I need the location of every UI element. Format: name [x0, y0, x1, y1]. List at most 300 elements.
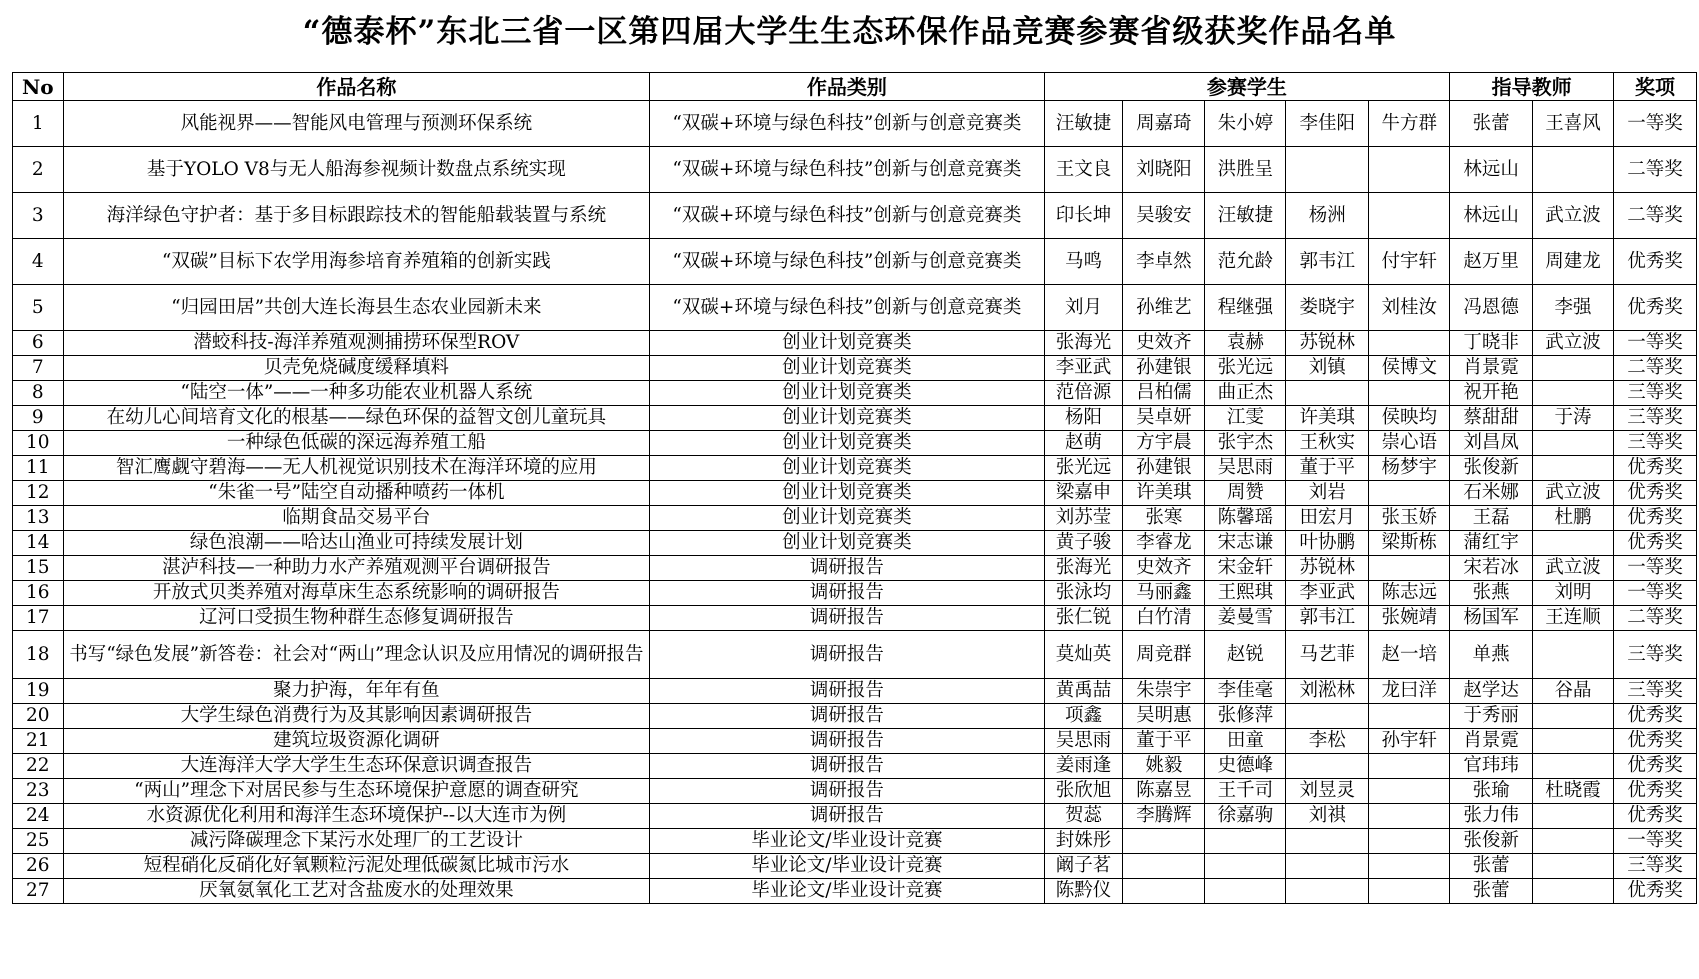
row-teacher: 武立波	[1533, 481, 1614, 506]
row-no: 4	[13, 239, 64, 285]
row-student: 田童	[1205, 729, 1286, 754]
row-category: 创业计划竞赛类	[650, 456, 1044, 481]
row-category: 创业计划竞赛类	[650, 481, 1044, 506]
row-no: 5	[13, 285, 64, 331]
row-student: 苏锐林	[1286, 556, 1369, 581]
row-category: 毕业论文/毕业设计竞赛	[650, 879, 1044, 904]
row-student: 吕柏儒	[1123, 381, 1205, 406]
row-student: 叶协鹏	[1286, 531, 1369, 556]
table-row	[13, 704, 1697, 729]
page-title: “德泰杯”东北三省一区第四届大学生生态环保作品竞赛参赛省级获奖作品名单	[302, 14, 1397, 50]
table-row	[13, 829, 1697, 854]
row-student: 王千司	[1205, 779, 1286, 804]
row-student: 杨阳	[1044, 406, 1123, 431]
row-student: 娄晓宇	[1286, 285, 1369, 331]
row-teacher: 杨国军	[1450, 606, 1533, 631]
row-teacher: 冯恩德	[1450, 285, 1533, 331]
row-name: 贝壳免烧碱度缓释填料	[63, 356, 650, 381]
row-student: 张玉娇	[1369, 506, 1450, 531]
row-student: 阚子茗	[1044, 854, 1123, 879]
row-student: 姚毅	[1123, 754, 1205, 779]
row-award: 一等奖	[1614, 101, 1697, 147]
row-category: 创业计划竞赛类	[650, 506, 1044, 531]
row-student: 张海光	[1044, 331, 1123, 356]
row-no: 12	[13, 481, 64, 506]
row-student: 周竞群	[1123, 631, 1205, 679]
row-student	[1286, 704, 1369, 729]
table-row	[13, 239, 1697, 285]
row-award: 优秀奖	[1614, 729, 1697, 754]
row-teacher: 王喜风	[1533, 101, 1614, 147]
row-student: 黄子骏	[1044, 531, 1123, 556]
row-award: 优秀奖	[1614, 239, 1697, 285]
row-student: 龙曰洋	[1369, 679, 1450, 704]
row-name: 开放式贝类养殖对海草床生态系统影响的调研报告	[63, 581, 650, 606]
row-no: 11	[13, 456, 64, 481]
row-teacher: 赵学达	[1450, 679, 1533, 704]
row-award: 优秀奖	[1614, 779, 1697, 804]
row-student: 董于平	[1286, 456, 1369, 481]
row-teacher: 肖景霓	[1450, 356, 1533, 381]
row-award: 优秀奖	[1614, 531, 1697, 556]
table-row	[13, 456, 1697, 481]
row-student: 陈志远	[1369, 581, 1450, 606]
row-teacher: 赵万里	[1450, 239, 1533, 285]
row-no: 26	[13, 854, 64, 879]
table-row	[13, 193, 1697, 239]
row-award: 三等奖	[1614, 381, 1697, 406]
table-row	[13, 556, 1697, 581]
row-student: 张寒	[1123, 506, 1205, 531]
row-no: 8	[13, 381, 64, 406]
table-row	[13, 101, 1697, 147]
row-teacher	[1533, 456, 1614, 481]
row-name: 大连海洋大学大学生生态环保意识调查报告	[63, 754, 650, 779]
row-no: 17	[13, 606, 64, 631]
row-teacher	[1533, 854, 1614, 879]
row-no: 20	[13, 704, 64, 729]
row-student: 王熙琪	[1205, 581, 1286, 606]
row-name: “两山”理念下对居民参与生态环境保护意愿的调查研究	[63, 779, 650, 804]
row-student	[1369, 147, 1450, 193]
table-row	[13, 631, 1697, 679]
row-teacher: 蔡甜甜	[1450, 406, 1533, 431]
row-student: 苏锐林	[1286, 331, 1369, 356]
row-teacher: 武立波	[1533, 556, 1614, 581]
row-student: 范允龄	[1205, 239, 1286, 285]
row-student: 吴骏安	[1123, 193, 1205, 239]
row-student	[1286, 879, 1369, 904]
table-row	[13, 506, 1697, 531]
row-teacher: 李强	[1533, 285, 1614, 331]
table-row	[13, 431, 1697, 456]
row-student: 陈馨瑶	[1205, 506, 1286, 531]
row-teacher	[1533, 431, 1614, 456]
row-award: 三等奖	[1614, 631, 1697, 679]
row-teacher: 石米娜	[1450, 481, 1533, 506]
row-teacher: 武立波	[1533, 193, 1614, 239]
row-teacher: 单燕	[1450, 631, 1533, 679]
row-teacher: 丁晓非	[1450, 331, 1533, 356]
row-student: 陈黔仪	[1044, 879, 1123, 904]
row-no: 15	[13, 556, 64, 581]
row-student: 徐嘉驹	[1205, 804, 1286, 829]
table-row	[13, 531, 1697, 556]
row-teacher: 杜鹏	[1533, 506, 1614, 531]
row-student: 莫灿英	[1044, 631, 1123, 679]
row-student: 史效齐	[1123, 556, 1205, 581]
row-award: 优秀奖	[1614, 704, 1697, 729]
row-student: 刘祺	[1286, 804, 1369, 829]
row-student	[1369, 829, 1450, 854]
row-category: 调研报告	[650, 631, 1044, 679]
row-award: 二等奖	[1614, 193, 1697, 239]
row-student: 周赞	[1205, 481, 1286, 506]
row-student: 张欣旭	[1044, 779, 1123, 804]
row-student: 曲正杰	[1205, 381, 1286, 406]
row-no: 1	[13, 101, 64, 147]
row-teacher: 张蕾	[1450, 854, 1533, 879]
row-student: 孙维艺	[1123, 285, 1205, 331]
table-row	[13, 147, 1697, 193]
row-no: 7	[13, 356, 64, 381]
row-student: 张泳均	[1044, 581, 1123, 606]
row-name: “陆空一体”——一种多功能农业机器人系统	[63, 381, 650, 406]
row-name: “归园田居”共创大连长海县生态农业园新未来	[63, 285, 650, 331]
row-no: 22	[13, 754, 64, 779]
row-student: 郭韦江	[1286, 239, 1369, 285]
row-no: 9	[13, 406, 64, 431]
row-teacher: 于秀丽	[1450, 704, 1533, 729]
row-student: 吴明惠	[1123, 704, 1205, 729]
row-student	[1369, 381, 1450, 406]
header-category: 作品类别	[650, 73, 1044, 101]
table-row	[13, 481, 1697, 506]
row-no: 24	[13, 804, 64, 829]
row-student: 程继强	[1205, 285, 1286, 331]
row-award: 一等奖	[1614, 581, 1697, 606]
row-student: 马艺菲	[1286, 631, 1369, 679]
row-student	[1369, 193, 1450, 239]
row-category: “双碳+环境与绿色科技”创新与创意竞赛类	[650, 147, 1044, 193]
table-row	[13, 679, 1697, 704]
row-award: 三等奖	[1614, 854, 1697, 879]
row-category: 创业计划竞赛类	[650, 331, 1044, 356]
table-row	[13, 356, 1697, 381]
row-student: 牛方群	[1369, 101, 1450, 147]
row-student	[1369, 754, 1450, 779]
row-teacher	[1533, 829, 1614, 854]
row-name: 海洋绿色守护者：基于多目标跟踪技术的智能船载装置与系统	[63, 193, 650, 239]
row-category: “双碳+环境与绿色科技”创新与创意竞赛类	[650, 285, 1044, 331]
row-category: 调研报告	[650, 804, 1044, 829]
row-name: 聚力护海，年年有鱼	[63, 679, 650, 704]
row-student: 李腾辉	[1123, 804, 1205, 829]
row-student: 白竹清	[1123, 606, 1205, 631]
row-teacher: 刘昌凤	[1450, 431, 1533, 456]
header-teachers: 指导教师	[1450, 73, 1614, 101]
row-student: 孙建银	[1123, 356, 1205, 381]
row-student	[1369, 879, 1450, 904]
row-category: 调研报告	[650, 581, 1044, 606]
header-award: 奖项	[1614, 73, 1697, 101]
row-teacher: 杜晓霞	[1533, 779, 1614, 804]
row-student: 江雯	[1205, 406, 1286, 431]
row-student: 赵一培	[1369, 631, 1450, 679]
header-name: 作品名称	[63, 73, 650, 101]
row-student: 刘月	[1044, 285, 1123, 331]
row-student: 梁斯栋	[1369, 531, 1450, 556]
row-no: 25	[13, 829, 64, 854]
row-student: 李亚武	[1286, 581, 1369, 606]
row-category: 调研报告	[650, 779, 1044, 804]
row-student	[1286, 854, 1369, 879]
row-award: 优秀奖	[1614, 506, 1697, 531]
row-student: 项鑫	[1044, 704, 1123, 729]
row-teacher: 谷晶	[1533, 679, 1614, 704]
row-teacher	[1533, 356, 1614, 381]
row-name: 临期食品交易平台	[63, 506, 650, 531]
row-no: 23	[13, 779, 64, 804]
row-award: 三等奖	[1614, 406, 1697, 431]
row-award: 二等奖	[1614, 606, 1697, 631]
row-name: “双碳”目标下农学用海参培育养殖箱的创新实践	[63, 239, 650, 285]
row-student: 张光远	[1044, 456, 1123, 481]
row-teacher: 林远山	[1450, 193, 1533, 239]
row-student: 宋志谦	[1205, 531, 1286, 556]
row-student: 李睿龙	[1123, 531, 1205, 556]
row-teacher	[1533, 147, 1614, 193]
row-teacher: 张蕾	[1450, 879, 1533, 904]
row-student: 陈嘉昱	[1123, 779, 1205, 804]
row-student: 张海光	[1044, 556, 1123, 581]
row-student	[1369, 556, 1450, 581]
row-award: 优秀奖	[1614, 879, 1697, 904]
row-student: 汪敏捷	[1205, 193, 1286, 239]
row-no: 6	[13, 331, 64, 356]
row-name: 书写“绿色发展”新答卷：社会对“两山”理念认识及应用情况的调研报告	[63, 631, 650, 679]
row-teacher: 张瑜	[1450, 779, 1533, 804]
row-student	[1369, 779, 1450, 804]
row-category: 调研报告	[650, 606, 1044, 631]
row-student	[1123, 854, 1205, 879]
row-name: 减污降碳理念下某污水处理厂的工艺设计	[63, 829, 650, 854]
header-students: 参赛学生	[1044, 73, 1450, 101]
row-student	[1286, 381, 1369, 406]
row-name: 潜蛟科技-海洋养殖观测捕捞环保型ROV	[63, 331, 650, 356]
row-student: 史效齐	[1123, 331, 1205, 356]
row-teacher	[1533, 631, 1614, 679]
row-student: 封姝彤	[1044, 829, 1123, 854]
row-award: 二等奖	[1614, 147, 1697, 193]
row-student: 宋金轩	[1205, 556, 1286, 581]
row-student: 刘岩	[1286, 481, 1369, 506]
row-student	[1205, 879, 1286, 904]
row-student: 姜曼雪	[1205, 606, 1286, 631]
table-row	[13, 381, 1697, 406]
row-teacher: 武立波	[1533, 331, 1614, 356]
row-teacher: 王连顺	[1533, 606, 1614, 631]
row-category: 创业计划竞赛类	[650, 531, 1044, 556]
row-student: 王文良	[1044, 147, 1123, 193]
row-award: 优秀奖	[1614, 285, 1697, 331]
row-category: 调研报告	[650, 754, 1044, 779]
row-student: 董于平	[1123, 729, 1205, 754]
row-category: “双碳+环境与绿色科技”创新与创意竞赛类	[650, 193, 1044, 239]
row-student: 付宇轩	[1369, 239, 1450, 285]
row-no: 18	[13, 631, 64, 679]
row-student: 朱小婷	[1205, 101, 1286, 147]
table-row	[13, 779, 1697, 804]
row-student	[1205, 829, 1286, 854]
row-name: 短程硝化反硝化好氧颗粒污泥处理低碳氮比城市污水	[63, 854, 650, 879]
row-category: 创业计划竞赛类	[650, 431, 1044, 456]
row-student: 张婉靖	[1369, 606, 1450, 631]
row-student: 朱崇宇	[1123, 679, 1205, 704]
row-award: 三等奖	[1614, 431, 1697, 456]
row-student: 张仁锐	[1044, 606, 1123, 631]
row-student: 张光远	[1205, 356, 1286, 381]
row-student: 汪敏捷	[1044, 101, 1123, 147]
row-student: 李松	[1286, 729, 1369, 754]
row-no: 14	[13, 531, 64, 556]
row-student: 李亚武	[1044, 356, 1123, 381]
row-no: 27	[13, 879, 64, 904]
row-student: 王秋实	[1286, 431, 1369, 456]
row-teacher: 蒲红宇	[1450, 531, 1533, 556]
row-student: 袁赫	[1205, 331, 1286, 356]
row-no: 3	[13, 193, 64, 239]
row-student: 吴卓妍	[1123, 406, 1205, 431]
row-student: 孙宇轩	[1369, 729, 1450, 754]
table-row	[13, 581, 1697, 606]
row-student: 方宇晨	[1123, 431, 1205, 456]
row-student: 张修萍	[1205, 704, 1286, 729]
row-award: 优秀奖	[1614, 804, 1697, 829]
row-name: “朱雀一号”陆空自动播种喷药一体机	[63, 481, 650, 506]
row-student: 侯博文	[1369, 356, 1450, 381]
row-student: 刘晓阳	[1123, 147, 1205, 193]
row-category: 毕业论文/毕业设计竞赛	[650, 829, 1044, 854]
header-row	[13, 73, 1697, 101]
row-no: 10	[13, 431, 64, 456]
row-student	[1369, 481, 1450, 506]
row-category: 调研报告	[650, 679, 1044, 704]
row-student: 贺蕊	[1044, 804, 1123, 829]
row-student: 田宏月	[1286, 506, 1369, 531]
row-student	[1369, 854, 1450, 879]
row-teacher	[1533, 729, 1614, 754]
table-row	[13, 331, 1697, 356]
row-student: 刘昱灵	[1286, 779, 1369, 804]
row-student	[1286, 754, 1369, 779]
row-student	[1205, 854, 1286, 879]
header-no: No	[13, 73, 64, 101]
row-teacher	[1533, 804, 1614, 829]
row-award: 一等奖	[1614, 829, 1697, 854]
row-student: 张宇杰	[1205, 431, 1286, 456]
table-row	[13, 606, 1697, 631]
row-student	[1123, 829, 1205, 854]
row-teacher	[1533, 704, 1614, 729]
row-name: 智汇鹰觑守碧海——无人机视觉识别技术在海洋环境的应用	[63, 456, 650, 481]
row-teacher: 宋若冰	[1450, 556, 1533, 581]
row-teacher: 肖景霓	[1450, 729, 1533, 754]
table-row	[13, 406, 1697, 431]
table-row	[13, 754, 1697, 779]
row-student: 侯映均	[1369, 406, 1450, 431]
row-student: 郭韦江	[1286, 606, 1369, 631]
row-student: 李佳毫	[1205, 679, 1286, 704]
table-row	[13, 804, 1697, 829]
row-category: 创业计划竞赛类	[650, 381, 1044, 406]
row-no: 13	[13, 506, 64, 531]
row-no: 2	[13, 147, 64, 193]
row-student: 范倍源	[1044, 381, 1123, 406]
row-award: 一等奖	[1614, 556, 1697, 581]
row-name: 水资源优化利用和海洋生态环境保护--以大连市为例	[63, 804, 650, 829]
row-student: 黄禹喆	[1044, 679, 1123, 704]
table-row	[13, 854, 1697, 879]
row-name: 湛泸科技—一种助力水产养殖观测平台调研报告	[63, 556, 650, 581]
row-student: 刘桂汝	[1369, 285, 1450, 331]
row-teacher: 林远山	[1450, 147, 1533, 193]
row-student: 吴思雨	[1044, 729, 1123, 754]
row-student	[1286, 829, 1369, 854]
row-category: 调研报告	[650, 704, 1044, 729]
row-student: 梁嘉申	[1044, 481, 1123, 506]
row-name: 绿色浪潮——哈达山渔业可持续发展计划	[63, 531, 650, 556]
row-award: 二等奖	[1614, 356, 1697, 381]
row-name: 建筑垃圾资源化调研	[63, 729, 650, 754]
row-name: 在幼儿心间培育文化的根基——绿色环保的益智文创儿童玩具	[63, 406, 650, 431]
row-student: 李佳阳	[1286, 101, 1369, 147]
row-name: 风能视界——智能风电管理与预测环保系统	[63, 101, 650, 147]
row-award: 三等奖	[1614, 679, 1697, 704]
row-student: 许美琪	[1286, 406, 1369, 431]
row-student: 赵萌	[1044, 431, 1123, 456]
row-no: 19	[13, 679, 64, 704]
row-name: 一种绿色低碳的深远海养殖工船	[63, 431, 650, 456]
row-student	[1369, 331, 1450, 356]
row-student	[1369, 704, 1450, 729]
row-student: 刘镇	[1286, 356, 1369, 381]
row-student: 赵锐	[1205, 631, 1286, 679]
row-category: “双碳+环境与绿色科技”创新与创意竞赛类	[650, 239, 1044, 285]
row-category: “双碳+环境与绿色科技”创新与创意竞赛类	[650, 101, 1044, 147]
row-student: 刘淞林	[1286, 679, 1369, 704]
row-award: 优秀奖	[1614, 456, 1697, 481]
row-category: 调研报告	[650, 729, 1044, 754]
table-row	[13, 879, 1697, 904]
row-student: 周嘉琦	[1123, 101, 1205, 147]
row-student: 杨梦宇	[1369, 456, 1450, 481]
row-student	[1369, 804, 1450, 829]
row-student: 马丽鑫	[1123, 581, 1205, 606]
row-teacher: 刘明	[1533, 581, 1614, 606]
row-student: 洪胜呈	[1205, 147, 1286, 193]
row-category: 毕业论文/毕业设计竞赛	[650, 854, 1044, 879]
row-teacher: 张俊新	[1450, 829, 1533, 854]
row-name: 大学生绿色消费行为及其影响因素调研报告	[63, 704, 650, 729]
row-name: 辽河口受损生物种群生态修复调研报告	[63, 606, 650, 631]
row-name: 基于YOLO V8与无人船海参视频计数盘点系统实现	[63, 147, 650, 193]
row-teacher: 张蕾	[1450, 101, 1533, 147]
row-teacher	[1533, 531, 1614, 556]
row-award: 优秀奖	[1614, 481, 1697, 506]
table-row	[13, 729, 1697, 754]
table-row	[13, 285, 1697, 331]
